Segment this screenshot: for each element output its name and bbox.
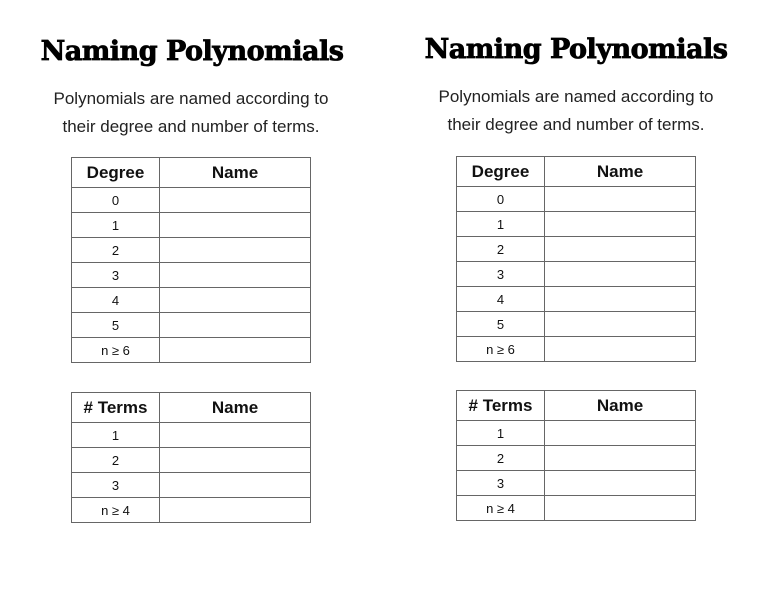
name-answer-cell[interactable] — [545, 237, 696, 262]
header-row — [72, 158, 311, 188]
name-answer-cell[interactable] — [160, 338, 311, 363]
degree-table — [456, 156, 696, 362]
row-label: n ≥ 4 — [457, 496, 545, 521]
column-header: Degree — [457, 157, 545, 187]
table-row — [72, 313, 311, 338]
terms-table — [71, 392, 311, 523]
name-answer-cell[interactable] — [160, 448, 311, 473]
subtitle-line-2: their degree and number of terms. — [447, 115, 705, 134]
header-row — [72, 393, 311, 423]
name-answer-cell[interactable] — [160, 423, 311, 448]
row-label: 3 — [457, 471, 545, 496]
column-header: # Terms — [72, 393, 160, 423]
column-header: Name — [545, 391, 696, 421]
header-row — [457, 391, 696, 421]
row-label: 1 — [457, 421, 545, 446]
table-row — [457, 212, 696, 237]
table-row — [457, 262, 696, 287]
table-row — [72, 263, 311, 288]
table-row — [457, 471, 696, 496]
name-answer-cell[interactable] — [545, 421, 696, 446]
name-answer-cell[interactable] — [160, 473, 311, 498]
table-row — [457, 421, 696, 446]
name-answer-cell[interactable] — [545, 187, 696, 212]
name-answer-cell[interactable] — [160, 213, 311, 238]
column-header: Name — [160, 158, 311, 188]
row-label: 1 — [72, 423, 160, 448]
column-header: # Terms — [457, 391, 545, 421]
name-answer-cell[interactable] — [545, 337, 696, 362]
table-row — [72, 238, 311, 263]
table-row — [457, 496, 696, 521]
table-row — [72, 448, 311, 473]
row-label: 3 — [72, 263, 160, 288]
name-answer-cell[interactable] — [545, 496, 696, 521]
name-answer-cell[interactable] — [545, 287, 696, 312]
row-label: 4 — [457, 287, 545, 312]
row-label: 1 — [72, 213, 160, 238]
row-label: 0 — [72, 188, 160, 213]
row-label: n ≥ 4 — [72, 498, 160, 523]
degree-table — [71, 157, 311, 363]
subtitle-line-1: Polynomials are named according to — [438, 87, 714, 106]
table-row — [72, 213, 311, 238]
name-answer-cell[interactable] — [545, 446, 696, 471]
column-header: Name — [160, 393, 311, 423]
row-label: n ≥ 6 — [457, 337, 545, 362]
table-row — [457, 287, 696, 312]
row-label: 2 — [457, 237, 545, 262]
subtitle-line-2: their degree and number of terms. — [62, 117, 320, 136]
table-row — [457, 446, 696, 471]
name-answer-cell[interactable] — [545, 212, 696, 237]
column-header: Degree — [72, 158, 160, 188]
row-label: 2 — [72, 238, 160, 263]
table-row — [457, 337, 696, 362]
name-answer-cell[interactable] — [545, 312, 696, 337]
row-label: 3 — [72, 473, 160, 498]
page-title: Naming Polynomials — [40, 36, 344, 67]
table-row — [457, 237, 696, 262]
row-label: 4 — [72, 288, 160, 313]
table-row — [72, 498, 311, 523]
name-answer-cell[interactable] — [545, 262, 696, 287]
name-answer-cell[interactable] — [160, 313, 311, 338]
name-answer-cell[interactable] — [160, 498, 311, 523]
row-label: 0 — [457, 187, 545, 212]
table-row — [72, 188, 311, 213]
table-row — [72, 473, 311, 498]
name-answer-cell[interactable] — [545, 471, 696, 496]
row-label: 3 — [457, 262, 545, 287]
name-answer-cell[interactable] — [160, 238, 311, 263]
row-label: 5 — [457, 312, 545, 337]
row-label: 5 — [72, 313, 160, 338]
row-label: 2 — [457, 446, 545, 471]
header-row — [457, 157, 696, 187]
name-answer-cell[interactable] — [160, 288, 311, 313]
table-row — [72, 288, 311, 313]
subtitle-line-1: Polynomials are named according to — [53, 89, 329, 108]
terms-table — [456, 390, 696, 521]
name-answer-cell[interactable] — [160, 263, 311, 288]
column-header: Name — [545, 157, 696, 187]
page-title: Naming Polynomials — [424, 34, 728, 65]
table-row — [72, 338, 311, 363]
row-label: 2 — [72, 448, 160, 473]
row-label: 1 — [457, 212, 545, 237]
name-answer-cell[interactable] — [160, 188, 311, 213]
table-row — [457, 187, 696, 212]
table-row — [72, 423, 311, 448]
table-row — [457, 312, 696, 337]
row-label: n ≥ 6 — [72, 338, 160, 363]
